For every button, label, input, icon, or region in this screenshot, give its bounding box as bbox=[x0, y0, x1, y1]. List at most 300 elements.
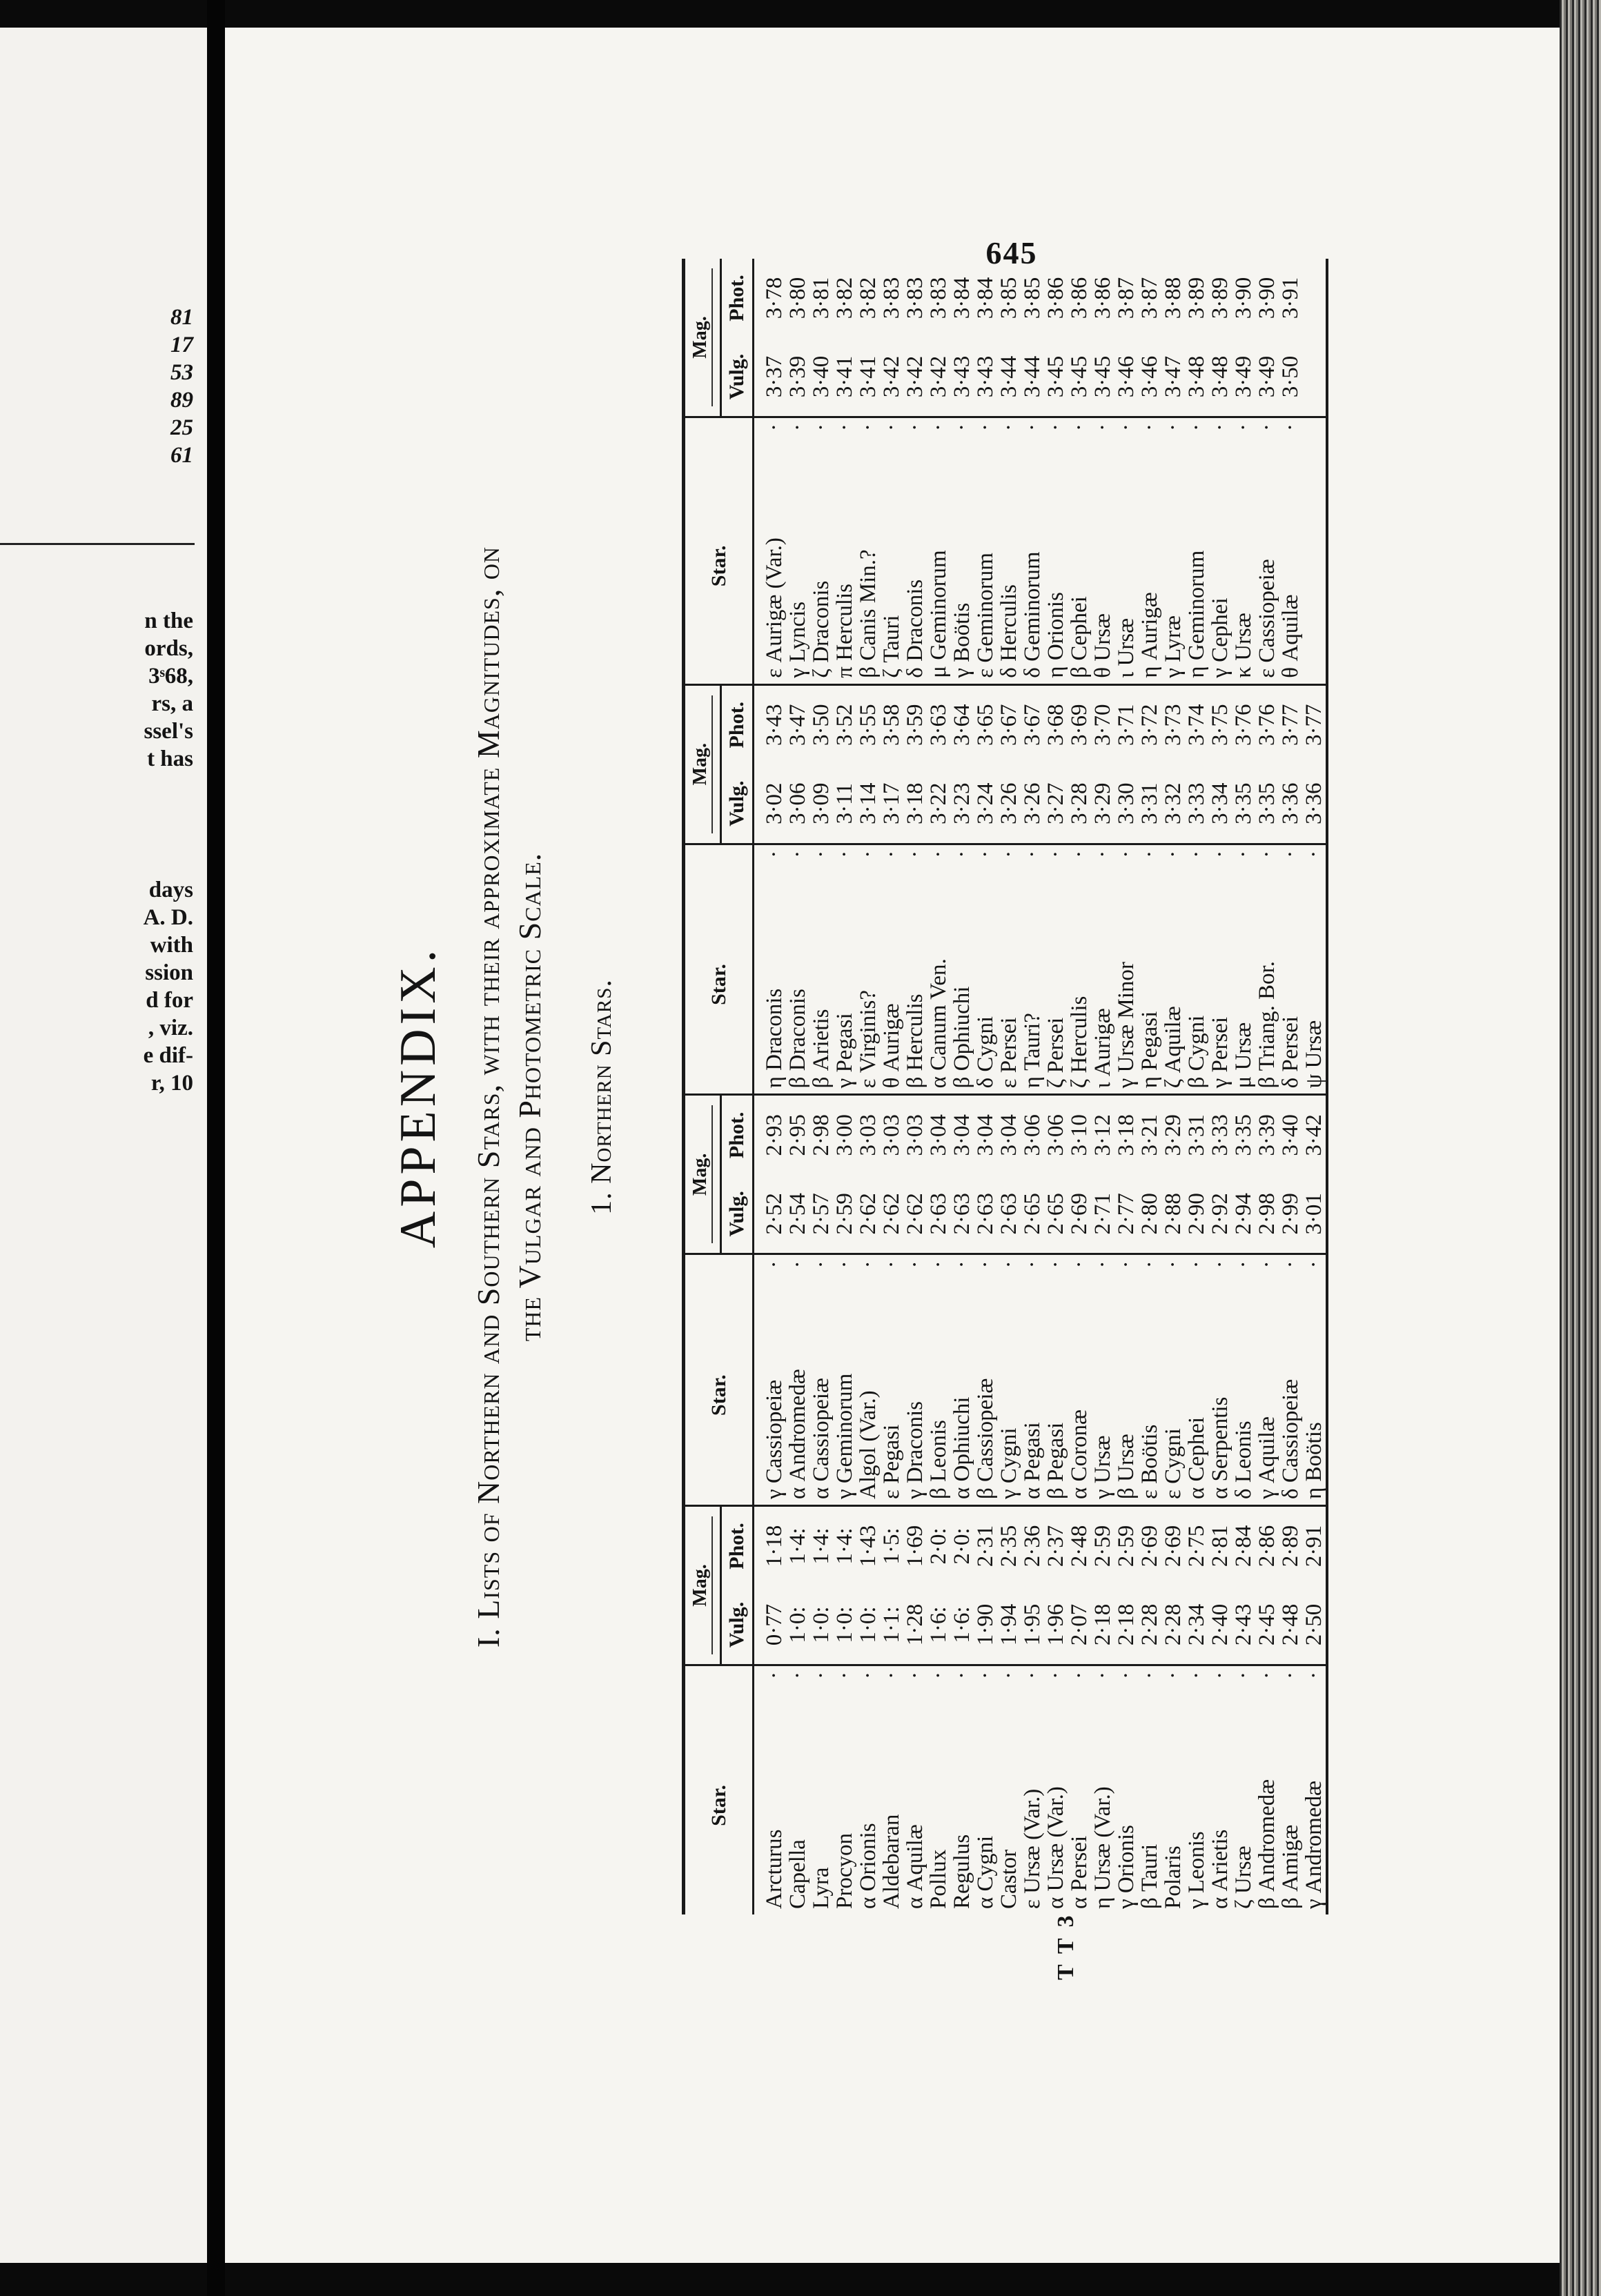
star-name-cell: η Ursæ (Var.) bbox=[1090, 1786, 1115, 1909]
vulgar-magnitude-cell: 1·94 bbox=[997, 1585, 1021, 1665]
star-name-cell: α Serpentis bbox=[1208, 1285, 1232, 1505]
star-name-cell: α Coronæ bbox=[1068, 1285, 1091, 1505]
vulgar-magnitude-cell: 2·48 bbox=[1279, 1585, 1302, 1665]
vulgar-magnitude-cell: 3·35 bbox=[1232, 764, 1255, 844]
photometric-magnitude-cell: 2·95 bbox=[785, 1114, 810, 1156]
photometric-magnitude-cell: 2·93 bbox=[762, 1114, 787, 1156]
leader-dot: · bbox=[1114, 1671, 1139, 1679]
photometric-magnitude-cell: 2·31 bbox=[973, 1525, 998, 1567]
star-name-cell: γ Cygni bbox=[997, 1285, 1021, 1505]
leader-dot: · bbox=[1208, 424, 1232, 431]
vulgar-magnitude-cell: 2·90 bbox=[1185, 1174, 1208, 1254]
col-header-star: Star. bbox=[684, 1696, 754, 1914]
leader-dot: · bbox=[1278, 850, 1303, 858]
leader-dot: · bbox=[832, 424, 857, 431]
star-name-cell: γ Geminorum bbox=[833, 1285, 856, 1505]
leader-dot: · bbox=[832, 1260, 857, 1269]
subsection-title: 1. Northern Stars. bbox=[586, 979, 618, 1215]
vulgar-magnitude-cell: 2·57 bbox=[809, 1174, 833, 1254]
star-name-cell: α Orionis bbox=[856, 1823, 881, 1909]
star-name-cell: γ Leonis bbox=[1184, 1831, 1209, 1909]
star-name-cell: α Cygni bbox=[973, 1835, 998, 1909]
photometric-magnitude-cell: 1·5: bbox=[879, 1527, 904, 1565]
leader-dot: · bbox=[856, 1260, 881, 1269]
photometric-magnitude-cell: 3·65 bbox=[973, 704, 998, 746]
vulgar-magnitude-cell: 2·62 bbox=[856, 1174, 880, 1254]
heading-block bbox=[363, 235, 620, 1959]
leader-dot: · bbox=[1278, 424, 1303, 431]
vulgar-magnitude-cell: 2·07 bbox=[1068, 1585, 1091, 1665]
section-title-line-2: the Vulgar and Photometric Scale. bbox=[512, 852, 547, 1342]
photometric-magnitude-cell: 2·81 bbox=[1208, 1525, 1232, 1567]
star-name-cell: ζ Ursæ bbox=[1231, 1845, 1256, 1909]
star-name-cell: η Boötis bbox=[1302, 1285, 1327, 1505]
vulgar-magnitude-cell: 3·29 bbox=[1091, 764, 1114, 844]
table-row bbox=[880, 259, 903, 1914]
leader-dot: · bbox=[856, 424, 881, 431]
vulgar-magnitude-cell: 3·49 bbox=[1232, 337, 1255, 417]
leader-dot: · bbox=[996, 850, 1021, 858]
leader-dot: · bbox=[973, 424, 998, 431]
left-number: 81 bbox=[170, 305, 193, 330]
photometric-magnitude-cell: 3·55 bbox=[856, 704, 881, 746]
star-name-cell: γ Pegasi bbox=[833, 875, 856, 1095]
left-text-line: n the bbox=[144, 608, 193, 633]
leader-dot: · bbox=[1184, 1260, 1209, 1269]
leader-dot: · bbox=[903, 1671, 927, 1679]
star-name-cell: δ Persei bbox=[1279, 875, 1302, 1095]
leader-dot: · bbox=[1043, 1260, 1068, 1269]
vulgar-magnitude-cell: 3·45 bbox=[1044, 337, 1068, 417]
vulgar-magnitude-cell: 2·45 bbox=[1255, 1585, 1279, 1665]
star-name-cell: Capella bbox=[785, 1839, 810, 1909]
star-name-cell: θ Ursæ bbox=[1091, 448, 1114, 684]
vulgar-magnitude-cell: 2·40 bbox=[1208, 1585, 1232, 1665]
star-name-cell: θ Aurigæ bbox=[880, 875, 903, 1095]
photometric-magnitude-cell: 3·83 bbox=[926, 277, 951, 319]
vulgar-magnitude-cell: 2·18 bbox=[1114, 1585, 1138, 1665]
photometric-magnitude-cell: 3·58 bbox=[879, 704, 904, 746]
col-header-vulg: Vulg. bbox=[721, 337, 754, 417]
vulgar-magnitude-cell: 2·54 bbox=[786, 1174, 809, 1254]
star-name-cell: ζ Draconis bbox=[809, 448, 833, 684]
leader-dot: · bbox=[1067, 424, 1092, 431]
vulgar-magnitude-cell: 1·1: bbox=[880, 1585, 903, 1665]
leader-dot: · bbox=[1161, 1671, 1186, 1679]
leader-dot: · bbox=[785, 850, 810, 858]
left-page-text-a bbox=[144, 607, 193, 773]
photometric-magnitude-cell: 2·89 bbox=[1278, 1525, 1303, 1567]
photometric-magnitude-cell: 1·4: bbox=[785, 1527, 810, 1565]
leader-dot: · bbox=[1067, 850, 1092, 858]
leader-dot: · bbox=[1020, 424, 1045, 431]
left-page-rule bbox=[0, 543, 195, 545]
photometric-magnitude-cell: 3·40 bbox=[1278, 1114, 1303, 1156]
leader-dot: · bbox=[903, 850, 927, 858]
photometric-magnitude-cell: 2·0: bbox=[950, 1527, 974, 1565]
vulgar-magnitude-cell: 3·33 bbox=[1185, 764, 1208, 844]
left-number: 61 bbox=[170, 443, 193, 468]
photometric-magnitude-cell: 3·68 bbox=[1043, 704, 1068, 746]
photometric-magnitude-cell: 1·43 bbox=[856, 1525, 881, 1567]
photometric-magnitude-cell: 3·87 bbox=[1137, 277, 1162, 319]
table-row bbox=[1232, 259, 1255, 1914]
star-name-cell: Regulus bbox=[950, 1834, 974, 1909]
vulgar-magnitude-cell: 2·43 bbox=[1232, 1585, 1255, 1665]
vulgar-magnitude-cell: 1·96 bbox=[1044, 1585, 1068, 1665]
photometric-magnitude-cell: 3·64 bbox=[950, 704, 974, 746]
star-name-cell: α Cephei bbox=[1185, 1285, 1208, 1505]
photometric-magnitude-cell: 3·50 bbox=[809, 704, 834, 746]
leader-dot: · bbox=[879, 1671, 904, 1679]
star-name-cell: μ Geminorum bbox=[927, 448, 950, 684]
star-name-cell: ε Cygni bbox=[1161, 1285, 1185, 1505]
vulgar-magnitude-cell: 3·30 bbox=[1114, 764, 1138, 844]
star-name-cell: ε Cassiopeiæ bbox=[1255, 448, 1279, 684]
section-title-line-1: I. Lists of Northern and Southern Stars, with their approximate Magnitudes, on bbox=[471, 546, 506, 1648]
leader-dot: · bbox=[762, 1671, 787, 1679]
col-header-mag: Mag. bbox=[684, 1505, 721, 1665]
vulgar-magnitude-cell: 2·92 bbox=[1208, 1174, 1232, 1254]
leader-dot: · bbox=[785, 1260, 810, 1269]
table-row bbox=[1091, 259, 1114, 1914]
photometric-magnitude-cell: 3·21 bbox=[1137, 1114, 1162, 1156]
star-name-cell: Aldebaran bbox=[879, 1814, 904, 1909]
photometric-magnitude-cell: 3·86 bbox=[1090, 277, 1115, 319]
photometric-magnitude-cell: 1·18 bbox=[762, 1525, 787, 1567]
vulgar-magnitude-cell: 3·18 bbox=[903, 764, 927, 844]
leader-dot: · bbox=[950, 850, 974, 858]
vulgar-magnitude-cell: 3·47 bbox=[1161, 337, 1185, 417]
table-row bbox=[786, 259, 809, 1914]
photometric-magnitude-cell: 3·89 bbox=[1184, 277, 1209, 319]
leader-dot: · bbox=[1184, 424, 1209, 431]
star-name-cell: δ Leonis bbox=[1232, 1285, 1255, 1505]
photometric-magnitude-cell: 3·72 bbox=[1137, 704, 1162, 746]
star-name-cell: β Tauri bbox=[1137, 1843, 1162, 1909]
vulgar-magnitude-cell: 1·95 bbox=[1021, 1585, 1044, 1665]
vulgar-magnitude-cell: 3·42 bbox=[903, 337, 927, 417]
vulgar-magnitude-cell: 2·52 bbox=[754, 1174, 787, 1254]
leader-dot: · bbox=[996, 1260, 1021, 1269]
star-name-cell: ι Ursæ bbox=[1114, 448, 1138, 684]
vulgar-magnitude-cell: 2·88 bbox=[1161, 1174, 1185, 1254]
left-text-line: , viz. bbox=[148, 1016, 193, 1040]
star-name-cell: β Herculis bbox=[903, 875, 927, 1095]
leader-dot: · bbox=[1161, 850, 1186, 858]
star-name-cell: δ Geminorum bbox=[1021, 448, 1044, 684]
leader-dot: · bbox=[1208, 1671, 1232, 1679]
star-name-cell: β Triang. Bor. bbox=[1255, 875, 1279, 1095]
appendix-title: APPENDIX. bbox=[390, 945, 446, 1249]
photometric-magnitude-cell: 3·03 bbox=[903, 1114, 927, 1156]
star-name-cell: γ Lyncis bbox=[786, 448, 809, 684]
leader-dot: · bbox=[973, 850, 998, 858]
star-name-cell: γ Orionis bbox=[1114, 1825, 1139, 1909]
vulgar-magnitude-cell: 2·28 bbox=[1138, 1585, 1161, 1665]
vulgar-magnitude-cell: 3·42 bbox=[880, 337, 903, 417]
photometric-magnitude-cell: 2·59 bbox=[1090, 1525, 1115, 1567]
leader-dot: · bbox=[1255, 850, 1279, 858]
vulgar-magnitude-cell: 2·98 bbox=[1255, 1174, 1279, 1254]
star-name-cell: α Andromedæ bbox=[786, 1285, 809, 1505]
vulgar-magnitude-cell: 2·63 bbox=[974, 1174, 997, 1254]
star-name-cell: Algol (Var.) bbox=[856, 1285, 880, 1505]
photometric-magnitude-cell: 3·04 bbox=[950, 1114, 974, 1156]
vulgar-magnitude-cell: 3·48 bbox=[1208, 337, 1232, 417]
star-name-cell: ι Aurigæ bbox=[1091, 875, 1114, 1095]
leader-dot: · bbox=[1137, 1671, 1162, 1679]
star-name-cell: Pollux bbox=[926, 1849, 951, 1909]
leader-dot: · bbox=[832, 1671, 857, 1679]
vulgar-magnitude-cell: 2·80 bbox=[1138, 1174, 1161, 1254]
photometric-magnitude-cell: 3·85 bbox=[996, 277, 1021, 319]
star-name-cell: Arcturus bbox=[762, 1829, 787, 1909]
leader-dot: · bbox=[926, 850, 951, 858]
star-name-cell: ψ Ursæ bbox=[1302, 875, 1327, 1095]
photometric-magnitude-cell: 3·76 bbox=[1255, 704, 1279, 746]
photometric-magnitude-cell: 2·86 bbox=[1255, 1525, 1279, 1567]
vulgar-magnitude-cell: 1·0: bbox=[786, 1585, 809, 1665]
star-name-cell: μ Ursæ bbox=[1232, 875, 1255, 1095]
vulgar-magnitude-cell: 3·28 bbox=[1068, 764, 1091, 844]
star-name-cell: γ Ursæ Minor bbox=[1114, 875, 1138, 1095]
star-name-cell: α Aquilæ bbox=[903, 1824, 927, 1909]
leader-dot: · bbox=[1043, 424, 1068, 431]
leader-dot: · bbox=[1137, 1260, 1162, 1269]
vulgar-magnitude-cell: 3·50 bbox=[1279, 337, 1302, 417]
photometric-magnitude-cell: 3·83 bbox=[903, 277, 927, 319]
leader-dot: · bbox=[926, 1260, 951, 1269]
photometric-magnitude-cell: 2·84 bbox=[1231, 1525, 1256, 1567]
table-row bbox=[1068, 259, 1091, 1914]
col-header-phot: Phot. bbox=[721, 1505, 754, 1585]
vulgar-magnitude-cell: 2·62 bbox=[880, 1174, 903, 1254]
photometric-magnitude-cell: 3·03 bbox=[879, 1114, 904, 1156]
photometric-magnitude-cell: 3·84 bbox=[973, 277, 998, 319]
photometric-magnitude-cell: 2·59 bbox=[1114, 1525, 1139, 1567]
star-name-cell: θ Aquilæ bbox=[1279, 448, 1302, 684]
leader-dot: · bbox=[809, 850, 834, 858]
left-text-line: ords, bbox=[144, 636, 193, 661]
left-text-line: A. D. bbox=[143, 905, 193, 930]
star-name-cell: ε Virginis? bbox=[856, 875, 880, 1095]
vulgar-magnitude-cell: 3·37 bbox=[754, 337, 787, 417]
vulgar-magnitude-cell: 2·65 bbox=[1021, 1174, 1044, 1254]
leader-dot: · bbox=[926, 1671, 951, 1679]
vulgar-magnitude-cell: 2·94 bbox=[1232, 1174, 1255, 1254]
left-text-line: rs, a bbox=[151, 691, 193, 716]
leader-dot: · bbox=[1184, 850, 1209, 858]
star-name-cell: η Tauri? bbox=[1021, 875, 1044, 1095]
vulgar-magnitude-cell: 1·0: bbox=[833, 1585, 856, 1665]
star-name-cell: γ Ursæ bbox=[1091, 1285, 1114, 1505]
photometric-magnitude-cell: 3·42 bbox=[1302, 1114, 1326, 1156]
table-row bbox=[1208, 259, 1232, 1914]
photometric-magnitude-cell bbox=[1302, 259, 1327, 337]
vulgar-magnitude-cell: 3·34 bbox=[1208, 764, 1232, 844]
left-text-line: with bbox=[150, 933, 193, 958]
leader-dot: · bbox=[1302, 1671, 1326, 1679]
vulgar-magnitude-cell: 3·22 bbox=[927, 764, 950, 844]
star-name-cell: ζ Persei bbox=[1044, 875, 1068, 1095]
vulgar-magnitude-cell: 3·26 bbox=[997, 764, 1021, 844]
photometric-magnitude-cell: 1·4: bbox=[809, 1527, 834, 1565]
star-name-cell: ε Geminorum bbox=[974, 448, 997, 684]
vulgar-magnitude-cell: 3·45 bbox=[1068, 337, 1091, 417]
photometric-magnitude-cell: 3·87 bbox=[1114, 277, 1139, 319]
photometric-magnitude-cell: 3·67 bbox=[1020, 704, 1045, 746]
star-name-cell: β Amigæ bbox=[1278, 1824, 1303, 1909]
leader-dot: · bbox=[973, 1260, 998, 1269]
star-name-cell: γ Persei bbox=[1208, 875, 1232, 1095]
col-header-star: Star. bbox=[684, 875, 754, 1095]
leader-dot: · bbox=[1255, 424, 1279, 431]
vulgar-magnitude-cell: 1·28 bbox=[903, 1585, 927, 1665]
vulgar-magnitude-cell: 1·90 bbox=[974, 1585, 997, 1665]
star-name-cell: ε Aurigæ (Var.) bbox=[754, 448, 787, 684]
leader-dot: · bbox=[1231, 1671, 1256, 1679]
vulgar-magnitude-cell: 2·65 bbox=[1044, 1174, 1068, 1254]
star-name-cell: δ Herculis bbox=[997, 448, 1021, 684]
star-name-cell: η Draconis bbox=[754, 875, 787, 1095]
vulgar-magnitude-cell: 3·14 bbox=[856, 764, 880, 844]
leader-dot: · bbox=[762, 1260, 787, 1269]
photometric-magnitude-cell: 3·78 bbox=[762, 277, 787, 319]
leader-dot: · bbox=[1090, 1260, 1115, 1269]
photometric-magnitude-cell: 1·69 bbox=[903, 1525, 927, 1567]
table-row bbox=[1185, 259, 1208, 1914]
vulgar-magnitude-cell: 3·11 bbox=[833, 764, 856, 844]
leader-dot: · bbox=[1231, 424, 1256, 431]
photometric-magnitude-cell: 3·83 bbox=[879, 277, 904, 319]
table-row bbox=[903, 259, 927, 1914]
left-page bbox=[0, 28, 207, 2263]
photometric-magnitude-cell: 2·69 bbox=[1161, 1525, 1186, 1567]
star-name-cell: β Canis Min.? bbox=[856, 448, 880, 684]
vulgar-magnitude-cell: 3·43 bbox=[974, 337, 997, 417]
star-name-cell: β Cassiopeiæ bbox=[974, 1285, 997, 1505]
star-name-cell: α Cassiopeiæ bbox=[809, 1285, 833, 1505]
leader-dot: · bbox=[785, 424, 810, 431]
left-number: 89 bbox=[170, 388, 193, 413]
vulgar-magnitude-cell: 3·36 bbox=[1302, 764, 1327, 844]
star-name-cell: α Persei bbox=[1067, 1835, 1092, 1909]
leader-dot: · bbox=[1208, 1260, 1232, 1269]
right-page bbox=[225, 28, 1560, 2263]
leader-dot: · bbox=[1137, 850, 1162, 858]
leader-dot: · bbox=[762, 850, 787, 858]
vulgar-magnitude-cell: 3·26 bbox=[1021, 764, 1044, 844]
leader-dot bbox=[1302, 417, 1327, 449]
leader-dot: · bbox=[1020, 850, 1045, 858]
photometric-magnitude-cell: 3·90 bbox=[1231, 277, 1256, 319]
leader-dot: · bbox=[832, 850, 857, 858]
leader-dot: · bbox=[809, 424, 834, 431]
table-row bbox=[1044, 259, 1068, 1914]
vulgar-magnitude-cell: 3·06 bbox=[786, 764, 809, 844]
photometric-magnitude-cell: 3·73 bbox=[1161, 704, 1186, 746]
leader-dot: · bbox=[950, 1671, 974, 1679]
table-row bbox=[856, 259, 880, 1914]
star-name-cell: α Ursæ (Var.) bbox=[1043, 1786, 1068, 1909]
vulgar-magnitude-cell: 3·42 bbox=[927, 337, 950, 417]
photometric-magnitude-cell: 3·06 bbox=[1043, 1114, 1068, 1156]
star-name-cell: π Herculis bbox=[833, 448, 856, 684]
vulgar-magnitude-cell: 2·77 bbox=[1114, 1174, 1138, 1254]
leader-dot: · bbox=[950, 424, 974, 431]
star-name-cell: η Aurigæ bbox=[1138, 448, 1161, 684]
star-name-cell: β Andromedæ bbox=[1255, 1779, 1279, 1909]
vulgar-magnitude-cell: 2·28 bbox=[1161, 1585, 1185, 1665]
star-name-cell bbox=[1302, 448, 1327, 684]
table-body bbox=[754, 259, 1328, 1914]
photometric-magnitude-cell: 3·10 bbox=[1067, 1114, 1092, 1156]
vulgar-magnitude-cell: 2·63 bbox=[950, 1174, 974, 1254]
table-row bbox=[1161, 259, 1185, 1914]
photometric-magnitude-cell: 2·98 bbox=[809, 1114, 834, 1156]
star-name-cell: Procyon bbox=[832, 1833, 857, 1909]
rotated-content bbox=[363, 235, 1467, 1959]
vulgar-magnitude-cell: 0·77 bbox=[754, 1585, 787, 1665]
photometric-magnitude-cell: 3·33 bbox=[1208, 1114, 1232, 1156]
star-name-cell: γ Cassiopeiæ bbox=[754, 1285, 787, 1505]
star-name-cell: β Ophiuchi bbox=[950, 875, 974, 1095]
photometric-magnitude-cell: 3·04 bbox=[926, 1114, 951, 1156]
vulgar-magnitude-cell: 2·59 bbox=[833, 1174, 856, 1254]
leader-dot: · bbox=[1043, 850, 1068, 858]
vulgar-magnitude-cell: 3·35 bbox=[1255, 764, 1279, 844]
photometric-magnitude-cell: 3·63 bbox=[926, 704, 951, 746]
leader-dot: · bbox=[1278, 1260, 1303, 1269]
star-name-cell: γ Boötis bbox=[950, 448, 974, 684]
col-header-star: Star. bbox=[684, 1285, 754, 1505]
photometric-magnitude-cell: 3·84 bbox=[950, 277, 974, 319]
vulgar-magnitude-cell: 1·6: bbox=[950, 1585, 974, 1665]
leader-dot: · bbox=[1255, 1671, 1279, 1679]
star-name-cell: γ Draconis bbox=[903, 1285, 927, 1505]
left-number: 25 bbox=[170, 415, 193, 440]
star-name-cell: η Pegasi bbox=[1138, 875, 1161, 1095]
vulgar-magnitude-cell: 3·41 bbox=[856, 337, 880, 417]
table-row bbox=[974, 259, 997, 1914]
leader-dot: · bbox=[1090, 1671, 1115, 1679]
photometric-magnitude-cell: 3·67 bbox=[996, 704, 1021, 746]
left-text-line: ssion bbox=[145, 960, 193, 985]
vulgar-magnitude-cell: 2·62 bbox=[903, 1174, 927, 1254]
photometric-magnitude-cell: 3·35 bbox=[1231, 1114, 1256, 1156]
col-header-star: Star. bbox=[684, 448, 754, 684]
vulgar-magnitude-cell: 3·31 bbox=[1138, 764, 1161, 844]
leader-dot: · bbox=[1161, 1260, 1186, 1269]
left-text-line: days bbox=[148, 878, 193, 902]
photometric-magnitude-cell: 3·43 bbox=[762, 704, 787, 746]
photometric-magnitude-cell: 3·81 bbox=[809, 277, 834, 319]
leader-dot: · bbox=[996, 1671, 1021, 1679]
leader-dot: · bbox=[973, 1671, 998, 1679]
photometric-magnitude-cell: 3·52 bbox=[832, 704, 857, 746]
leader-dot: · bbox=[1255, 1260, 1279, 1269]
photometric-magnitude-cell: 2·37 bbox=[1043, 1525, 1068, 1567]
leader-dot: · bbox=[1020, 1671, 1045, 1679]
leader-dot: · bbox=[1137, 424, 1162, 431]
vulgar-magnitude-cell: 2·69 bbox=[1068, 1174, 1091, 1254]
signature-mark: T T 3 bbox=[1053, 1912, 1079, 1980]
star-name-cell: β Cephei bbox=[1068, 448, 1091, 684]
vulgar-magnitude-cell: 3·45 bbox=[1091, 337, 1114, 417]
star-name-cell: γ Andromedæ bbox=[1302, 1781, 1326, 1909]
leader-dot: · bbox=[1114, 1260, 1139, 1269]
